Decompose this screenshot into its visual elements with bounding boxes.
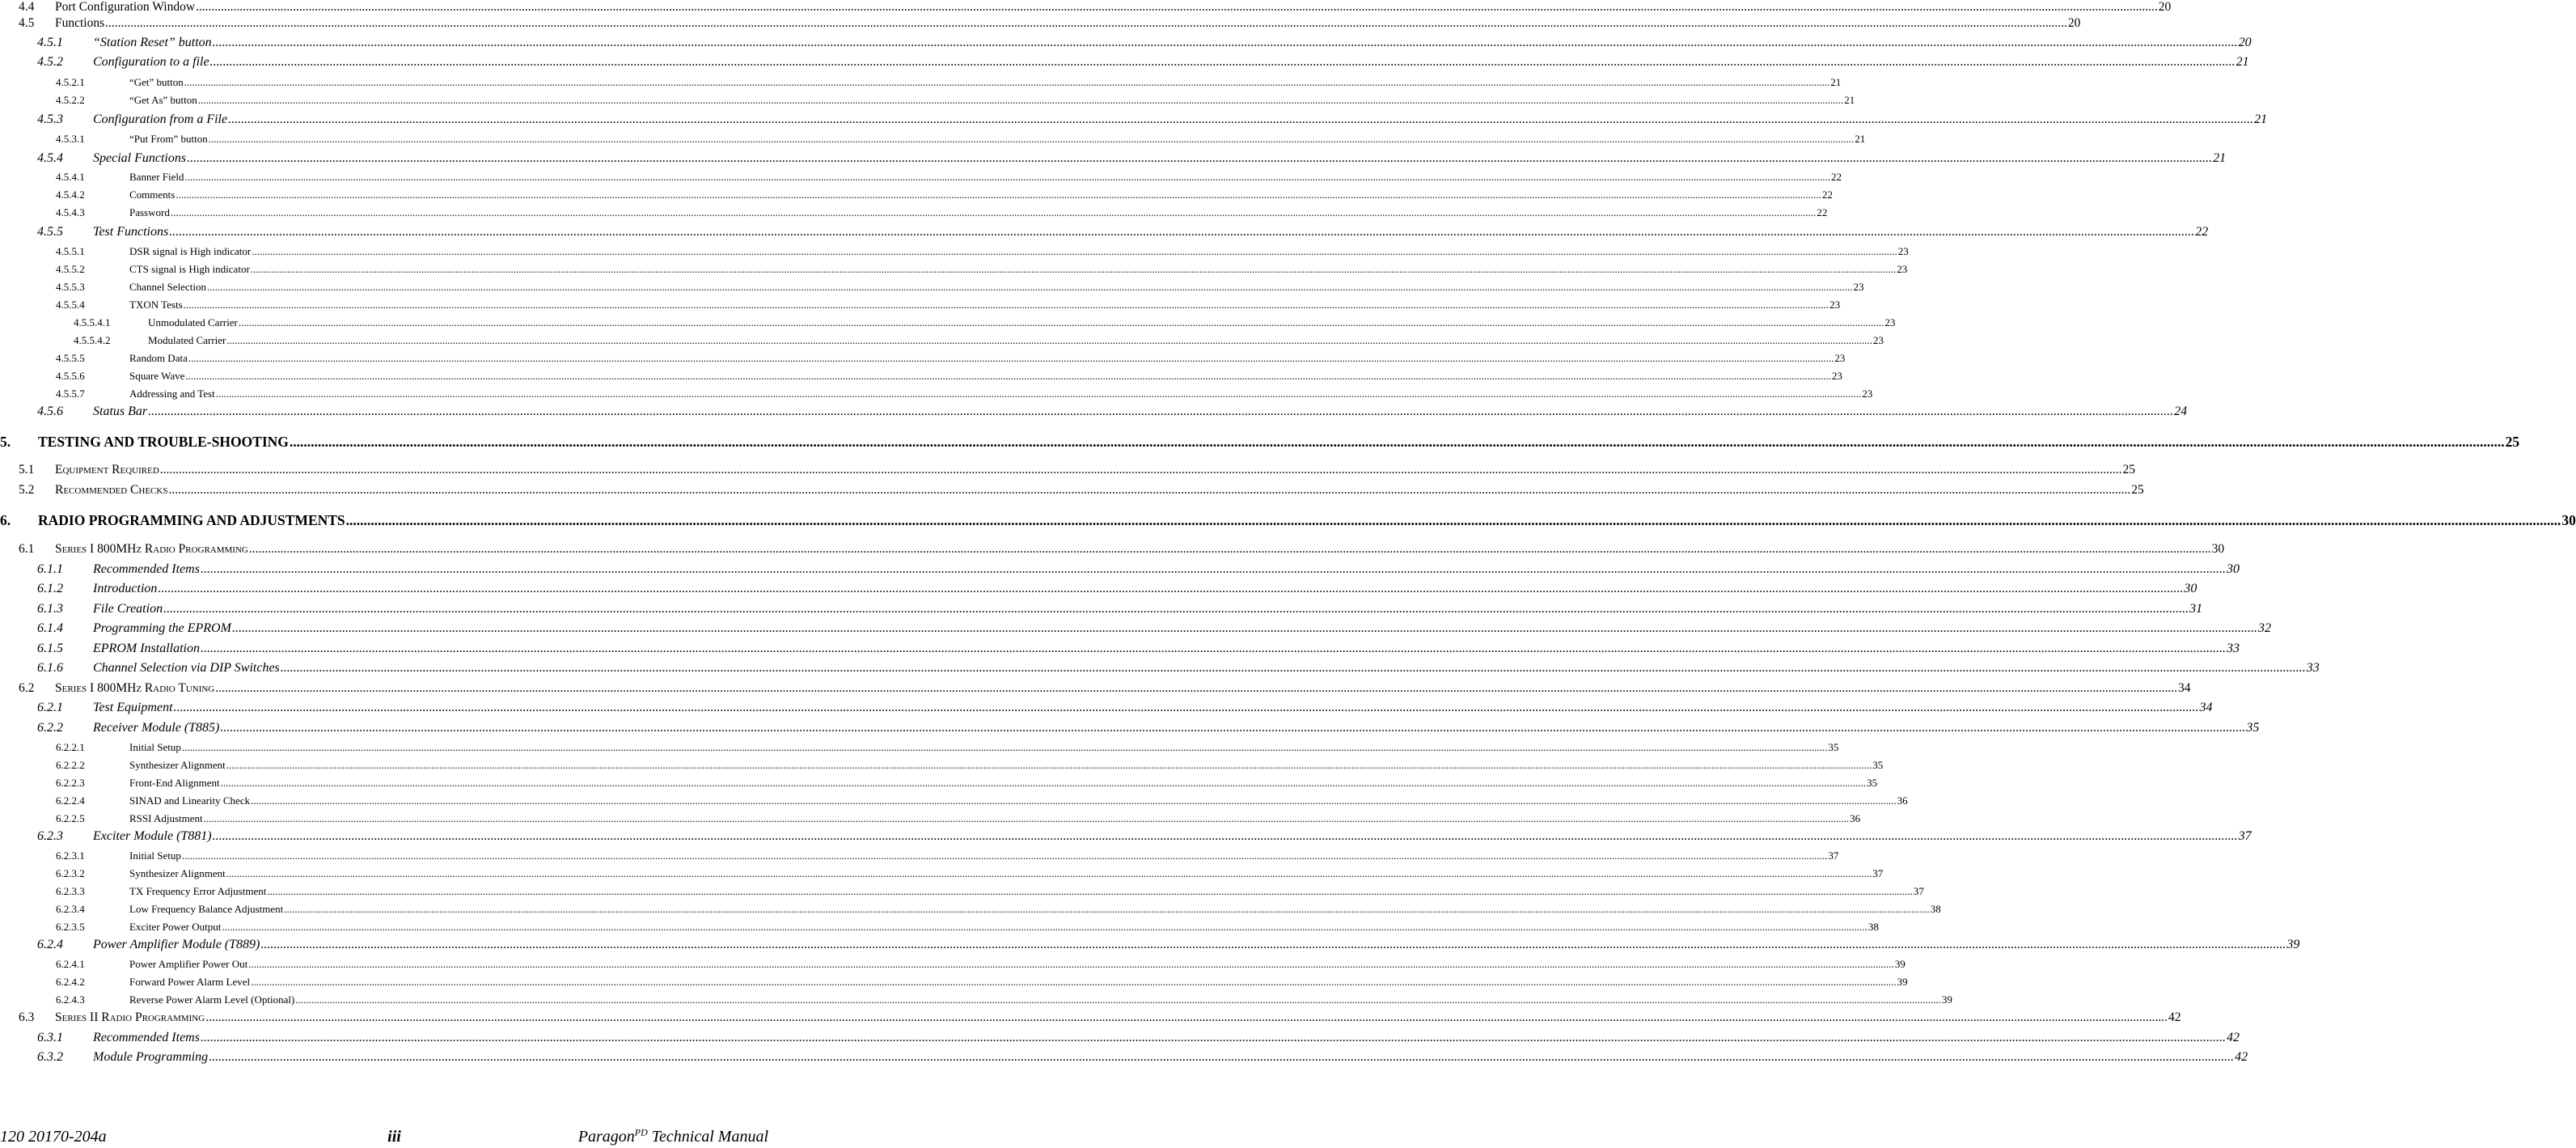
toc-entry-page: 23 — [1862, 388, 1873, 400]
toc-entry-page: 35 — [1872, 759, 1884, 771]
toc-entry-page: 30 — [2561, 512, 2576, 528]
toc-leader — [209, 1050, 2234, 1065]
toc-entry-number: 4.5.5.5 — [56, 352, 85, 364]
toc-entry-title: Channel Selection via DIP Switches — [93, 661, 280, 675]
toc-entry-title: Test Equipment — [93, 701, 173, 714]
toc-leader — [290, 434, 2505, 450]
toc-leader — [213, 36, 2238, 50]
toc-entry-number: 6.2.4 — [37, 938, 63, 951]
toc-entry-number: 6.2.3.2 — [56, 867, 85, 879]
toc-leader — [260, 938, 2286, 952]
toc-entry-number: 6.2.2.3 — [56, 777, 85, 789]
toc-entry-page: 23 — [1834, 352, 1846, 364]
toc-leader — [174, 701, 2199, 715]
toc-entry-page: 37 — [1913, 885, 1924, 897]
toc-entry-number: 4.5.5.4 — [56, 299, 85, 311]
toc-entry-title: Initial Setup — [129, 741, 181, 753]
toc-entry-page: 34 — [2199, 701, 2213, 714]
toc-entry[interactable] — [0, 299, 1840, 311]
toc-entry-number: 4.5.5.6 — [56, 370, 85, 382]
toc-entry[interactable] — [0, 317, 1895, 328]
toc-entry[interactable] — [0, 904, 1941, 915]
toc-entry-page: 32 — [2257, 621, 2271, 635]
toc-entry-title: CTS signal is High indicator — [129, 263, 250, 275]
toc-entry-number: 4.5.2.1 — [56, 76, 85, 88]
toc-leader — [185, 172, 1831, 183]
toc-entry-title: Front-End Alignment — [129, 777, 220, 789]
toc-leader — [168, 483, 2130, 497]
toc-leader — [148, 405, 2173, 419]
toc-entry[interactable] — [0, 777, 1877, 789]
toc-leader — [182, 742, 1828, 753]
toc-entry-title: Series I 800MHz Radio Tuning — [55, 681, 215, 695]
toc-leader — [209, 133, 1855, 145]
toc-entry[interactable] — [0, 602, 2202, 616]
toc-leader — [216, 388, 1862, 400]
toc-entry[interactable] — [0, 562, 2240, 577]
toc-entry-title: Recommended Items — [93, 1031, 200, 1044]
toc-leader — [184, 299, 1829, 311]
toc-entry-title: Configuration to a file — [93, 55, 209, 69]
toc-entry-title: Unmodulated Carrier — [148, 316, 238, 328]
toc-entry-page: 21 — [1855, 133, 1866, 145]
toc-entry-page: 37 — [1828, 849, 1839, 862]
toc-entry[interactable] — [0, 282, 1863, 293]
toc-entry[interactable] — [0, 371, 1842, 382]
toc-entry-number: 5. — [0, 434, 11, 450]
toc-entry-number: 6.1.2 — [37, 582, 63, 595]
toc-leader — [176, 189, 1821, 201]
toc-entry-number: 6.2.3.4 — [56, 903, 85, 915]
toc-entry-title: Random Data — [129, 352, 188, 364]
toc-entry-number: 6. — [0, 512, 11, 528]
toc-entry-page: 22 — [1821, 189, 1833, 201]
toc-entry-number: 4.5.4.2 — [56, 189, 85, 201]
toc-entry-title: Initial Setup — [129, 849, 181, 862]
toc-entry-title: Series II Radio Programming — [55, 1010, 205, 1024]
footer-product-superscript: PD — [634, 1126, 648, 1138]
toc-entry-page: 20 — [2067, 16, 2081, 30]
toc-entry-page: 23 — [1897, 245, 1909, 257]
toc-leader — [239, 317, 1884, 328]
toc-leader — [226, 335, 1872, 346]
toc-leader — [187, 151, 2212, 166]
toc-entry-page: 39 — [1894, 958, 1906, 970]
toc-entry[interactable] — [0, 721, 2259, 735]
toc-leader — [226, 868, 1872, 879]
toc-leader — [232, 621, 2257, 636]
toc-entry-number: 5.1 — [19, 463, 35, 477]
toc-leader — [196, 0, 2158, 14]
toc-entry-number: 6.2.1 — [37, 701, 63, 714]
toc-entry[interactable] — [0, 95, 1855, 106]
toc-entry[interactable] — [0, 976, 1908, 988]
toc-entry-title: Reverse Power Alarm Level (Optional) — [129, 993, 295, 1006]
toc-entry-page: 42 — [2226, 1031, 2240, 1044]
toc-entry-number: 6.2.3 — [37, 829, 63, 843]
toc-entry-number: 6.1 — [19, 542, 35, 556]
toc-entry-page: 21 — [2235, 55, 2249, 69]
toc-entry[interactable] — [0, 16, 2080, 30]
toc-entry[interactable] — [0, 742, 1838, 753]
toc-leader — [251, 795, 1897, 807]
toc-entry[interactable] — [0, 829, 2252, 844]
toc-entry-page: 35 — [1828, 741, 1839, 753]
toc-entry-title: “Station Reset” button — [93, 36, 212, 49]
toc-entry-number: 4.5.5.7 — [56, 388, 85, 400]
toc-entry-number: 6.3.2 — [37, 1050, 63, 1064]
toc-leader — [207, 282, 1853, 293]
toc-entry-title: Port Configuration Window — [55, 0, 196, 14]
toc-entry-title: TXON Tests — [129, 299, 183, 311]
toc-entry-title: DSR signal is High indicator — [129, 245, 252, 257]
toc-entry[interactable] — [0, 621, 2271, 636]
toc-entry-title: SINAD and Linearity Check — [129, 794, 251, 807]
toc-leader — [295, 994, 1941, 1006]
toc-entry[interactable] — [0, 264, 1907, 275]
toc-entry[interactable] — [0, 55, 2249, 70]
toc-entry-page: 37 — [2238, 829, 2252, 843]
toc-entry-number: 6.2.3.5 — [56, 921, 85, 933]
toc-leader — [160, 463, 2122, 477]
toc-entry-title: Module Programming — [93, 1050, 209, 1064]
toc-entry-page: 23 — [1872, 334, 1884, 346]
toc-entry[interactable] — [0, 513, 2576, 528]
toc-entry-page: 20 — [2158, 0, 2172, 14]
toc-entry-title: TX Frequency Error Adjustment — [129, 885, 267, 897]
toc-entry-title: TESTING AND TROUBLE-SHOOTING — [38, 434, 289, 450]
toc-entry-title: Password — [129, 206, 170, 218]
toc-entry[interactable] — [0, 246, 1909, 257]
toc-leader — [346, 513, 2561, 528]
toc-entry-title: Banner Field — [129, 171, 184, 183]
toc-entry[interactable] — [0, 388, 1872, 400]
toc-entry-number: 6.2.2 — [37, 721, 63, 735]
toc-leader — [281, 661, 2306, 676]
toc-leader — [284, 904, 1930, 915]
toc-entry-title: Functions — [55, 16, 105, 30]
toc-entry-page: 22 — [1831, 171, 1842, 183]
toc-entry-page: 39 — [1941, 993, 1952, 1006]
toc-entry-number: 6.2.4.2 — [56, 976, 85, 988]
toc-entry-number: 6.2.3.1 — [56, 849, 85, 862]
toc-entry[interactable] — [0, 813, 1860, 824]
toc-entry[interactable] — [0, 405, 2187, 419]
toc-entry-number: 4.5.3.1 — [56, 133, 85, 145]
toc-leader — [249, 542, 2211, 556]
toc-entry-title: Square Wave — [129, 370, 185, 382]
toc-entry-page: 38 — [1930, 903, 1941, 915]
toc-entry[interactable] — [0, 77, 1841, 88]
toc-entry-title: Forward Power Alarm Level — [129, 976, 251, 988]
toc-entry-number: 4.5.5.2 — [56, 263, 85, 275]
toc-entry[interactable] — [0, 112, 2267, 127]
toc-entry-number: 4.5.5.3 — [56, 281, 85, 293]
toc-entry[interactable] — [0, 1050, 2248, 1065]
toc-leader — [105, 16, 2067, 30]
toc-entry-page: 25 — [2505, 434, 2520, 450]
toc-entry[interactable] — [0, 886, 1924, 897]
toc-entry-page: 39 — [1897, 976, 1908, 988]
toc-entry-title: EPROM Installation — [93, 642, 200, 655]
toc-entry[interactable] — [0, 701, 2213, 715]
toc-entry-number: 6.2.3.3 — [56, 885, 85, 897]
toc-entry-page: 34 — [2178, 681, 2191, 695]
toc-leader — [158, 582, 2183, 596]
toc-entry-number: 6.2.4.3 — [56, 993, 85, 1006]
toc-entry-page: 39 — [2286, 938, 2300, 951]
toc-entry-title: Modulated Carrier — [148, 334, 226, 346]
toc-leader — [213, 829, 2238, 844]
toc-entry-title: Test Functions — [93, 225, 169, 239]
toc-entry-page: 36 — [1850, 812, 1861, 824]
toc-leader — [182, 850, 1828, 862]
toc-leader — [248, 959, 1894, 970]
toc-entry-title: Channel Selection — [129, 281, 206, 293]
toc-entry-number: 6.1.5 — [37, 642, 63, 655]
toc-leader — [251, 264, 1897, 275]
toc-entry[interactable] — [0, 959, 1906, 970]
toc-entry[interactable] — [0, 868, 1883, 879]
toc-entry[interactable] — [0, 189, 1833, 201]
toc-entry-page: 33 — [2306, 661, 2320, 675]
toc-entry-page: 42 — [2168, 1010, 2181, 1024]
toc-entry-page: 37 — [1872, 867, 1884, 879]
toc-entry-number: 4.4 — [19, 0, 35, 14]
toc-entry-title: Addressing and Test — [129, 388, 215, 400]
toc-entry-number: 6.1.1 — [37, 562, 63, 576]
toc-leader — [201, 1031, 2226, 1045]
toc-entry-title: Synthesizer Alignment — [129, 867, 226, 879]
toc-entry-page: 33 — [2226, 642, 2240, 655]
toc-entry-title: Recommended Items — [93, 562, 200, 576]
toc-leader — [184, 77, 1830, 88]
toc-entry-title: Configuration from a File — [93, 112, 228, 126]
toc-entry-page: 21 — [2213, 151, 2227, 165]
toc-leader — [221, 777, 1867, 789]
toc-entry-title: File Creation — [93, 602, 163, 616]
toc-entry-page: 23 — [1884, 316, 1896, 328]
toc-entry-number: 4.5.4.1 — [56, 171, 85, 183]
toc-entry-title: “Get As” button — [129, 94, 197, 106]
toc-entry-title: Low Frequency Balance Adjustment — [129, 903, 284, 915]
toc-entry-page: 21 — [2254, 112, 2268, 126]
toc-entry-number: 6.2.2.5 — [56, 812, 85, 824]
toc-entry-number: 6.1.6 — [37, 661, 63, 675]
toc-entry[interactable] — [0, 1010, 2181, 1024]
footer-manual-label: Technical Manual — [647, 1128, 768, 1146]
toc-entry-title: Synthesizer Alignment — [129, 759, 226, 771]
toc-entry-page: 42 — [2235, 1050, 2248, 1064]
toc-entry[interactable] — [0, 661, 2320, 676]
toc-entry[interactable] — [0, 582, 2197, 596]
toc-entry[interactable] — [0, 36, 2252, 50]
toc-entry-page: 31 — [2189, 602, 2203, 616]
toc-entry-page: 23 — [1853, 281, 1864, 293]
toc-entry-title: “Get” button — [129, 76, 184, 88]
toc-leader — [201, 642, 2226, 656]
toc-entry[interactable] — [0, 225, 2208, 239]
toc-entry[interactable] — [0, 994, 1952, 1006]
toc-entry[interactable] — [0, 681, 2191, 695]
toc-entry[interactable] — [0, 642, 2240, 656]
toc-leader — [226, 760, 1872, 771]
toc-entry-number: 4.5.4 — [37, 151, 63, 165]
toc-entry-title: RSSI Adjustment — [129, 812, 203, 824]
toc-leader — [267, 886, 1913, 897]
toc-leader — [198, 95, 1844, 106]
toc-entry-page: 38 — [1867, 921, 1879, 933]
toc-leader — [171, 207, 1817, 218]
toc-leader — [251, 976, 1897, 988]
toc-entry-page: 23 — [1897, 263, 1908, 275]
toc-entry-page: 25 — [2122, 463, 2136, 477]
toc-entry-page: 23 — [1831, 370, 1842, 382]
toc-entry[interactable] — [0, 353, 1845, 364]
toc-leader — [185, 371, 1831, 382]
toc-entry[interactable] — [0, 434, 2519, 450]
toc-entry[interactable] — [0, 760, 1883, 771]
toc-entry-number: 6.3.1 — [37, 1031, 63, 1044]
toc-entry[interactable] — [0, 133, 1865, 145]
footer-product-name: Paragon — [577, 1128, 635, 1146]
toc-entry-number: 4.5.5.4.2 — [74, 334, 111, 346]
toc-entry-title: Receiver Module (T885) — [93, 721, 220, 735]
toc-entry-number: 4.5.5.1 — [56, 245, 85, 257]
toc-leader — [210, 55, 2235, 70]
toc-entry-title: Exciter Power Output — [129, 921, 222, 933]
toc-entry-page: 21 — [1844, 94, 1855, 106]
toc-entry-number: 4.5.1 — [37, 36, 63, 49]
toc-entry-page: 22 — [1817, 206, 1828, 218]
toc-entry-number: 4.5 — [19, 16, 35, 30]
toc-leader — [169, 225, 2194, 239]
footer-page-number: iii — [387, 1128, 401, 1146]
toc-entry-number: 4.5.5.4.1 — [74, 316, 111, 328]
toc-entry-number: 6.1.3 — [37, 602, 63, 616]
toc-entry-number: 6.1.4 — [37, 621, 63, 635]
toc-entry-title: Programming the EPROM — [93, 621, 231, 635]
toc-entry-title: Equipment Required — [55, 463, 159, 477]
toc-entry-number: 4.5.2.2 — [56, 94, 85, 106]
toc-entry-title: RADIO PROGRAMMING AND ADJUSTMENTS — [38, 512, 345, 528]
toc-entry-title: Power Amplifier Module (T889) — [93, 938, 260, 951]
toc-entry[interactable] — [0, 921, 1879, 933]
toc-entry-number: 6.2 — [19, 681, 35, 695]
toc-entry-title: Series I 800MHz Radio Programming — [55, 542, 248, 556]
toc-entry-title: Recommended Checks — [55, 483, 168, 497]
toc-entry-number: 6.2.2.4 — [56, 794, 85, 807]
toc-entry-title: Comments — [129, 189, 176, 201]
toc-leader — [222, 921, 1867, 933]
toc-entry-page: 30 — [2226, 562, 2240, 576]
toc-leader — [204, 813, 1850, 824]
toc-entry-title: Status Bar — [93, 405, 148, 418]
toc-entry-title: Power Amplifier Power Out — [129, 958, 248, 970]
toc-leader — [201, 562, 2226, 577]
toc-leader — [228, 112, 2253, 127]
toc-leader — [252, 246, 1897, 257]
toc-entry-number: 4.5.6 — [37, 405, 63, 418]
toc-leader — [215, 681, 2177, 695]
toc-entry-page: 23 — [1829, 299, 1841, 311]
toc-entry-number: 6.2.4.1 — [56, 958, 85, 970]
toc-entry-number: 5.2 — [19, 483, 35, 497]
toc-entry[interactable] — [0, 938, 2299, 952]
toc-entry-title: Special Functions — [93, 151, 187, 165]
toc-entry[interactable] — [0, 172, 1842, 183]
toc-leader — [188, 353, 1834, 364]
toc-entry[interactable] — [0, 207, 1827, 218]
toc-entry[interactable] — [0, 463, 2135, 477]
toc-entry-number: 4.5.2 — [37, 55, 63, 69]
toc-entry[interactable] — [0, 795, 1908, 807]
toc-entry-page: 20 — [2238, 36, 2252, 49]
toc-entry[interactable] — [0, 1031, 2240, 1045]
toc-entry[interactable] — [0, 335, 1884, 346]
toc-entry-page: 21 — [1830, 76, 1842, 88]
toc-entry[interactable] — [0, 483, 2144, 497]
toc-entry-page: 25 — [2131, 483, 2144, 497]
toc-entry-page: 30 — [2184, 582, 2197, 595]
toc-entry-number: 4.5.5 — [37, 225, 63, 239]
footer-manual-title — [578, 1128, 768, 1146]
toc-entry-number: 4.5.3 — [37, 112, 63, 126]
toc-entry[interactable] — [0, 542, 2224, 556]
page-footer — [0, 1128, 789, 1146]
toc-entry-title: “Put From” button — [129, 133, 208, 145]
toc-entry-title: Introduction — [93, 582, 158, 595]
toc-entry-page: 35 — [2246, 721, 2260, 735]
footer-doc-number: 120 20170-204a — [0, 1128, 107, 1146]
toc-entry-title: Exciter Module (T881) — [93, 829, 212, 843]
toc-leader — [205, 1010, 2168, 1024]
toc-entry-page: 36 — [1897, 794, 1908, 807]
toc-entry[interactable] — [0, 151, 2226, 166]
toc-entry-number: 6.3 — [19, 1010, 35, 1024]
toc-leader — [220, 721, 2245, 735]
toc-entry-page: 35 — [1867, 777, 1878, 789]
toc-entry-page: 30 — [2211, 542, 2225, 556]
toc-entry-number: 6.2.2.2 — [56, 759, 85, 771]
toc-entry-page: 22 — [2195, 225, 2209, 239]
toc-entry-number: 6.2.2.1 — [56, 741, 85, 753]
toc-entry-page: 24 — [2174, 405, 2188, 418]
toc-entry[interactable] — [0, 850, 1838, 862]
toc-entry[interactable] — [0, 0, 2171, 14]
toc-entry-number: 4.5.4.3 — [56, 206, 85, 218]
toc-leader — [163, 602, 2189, 616]
